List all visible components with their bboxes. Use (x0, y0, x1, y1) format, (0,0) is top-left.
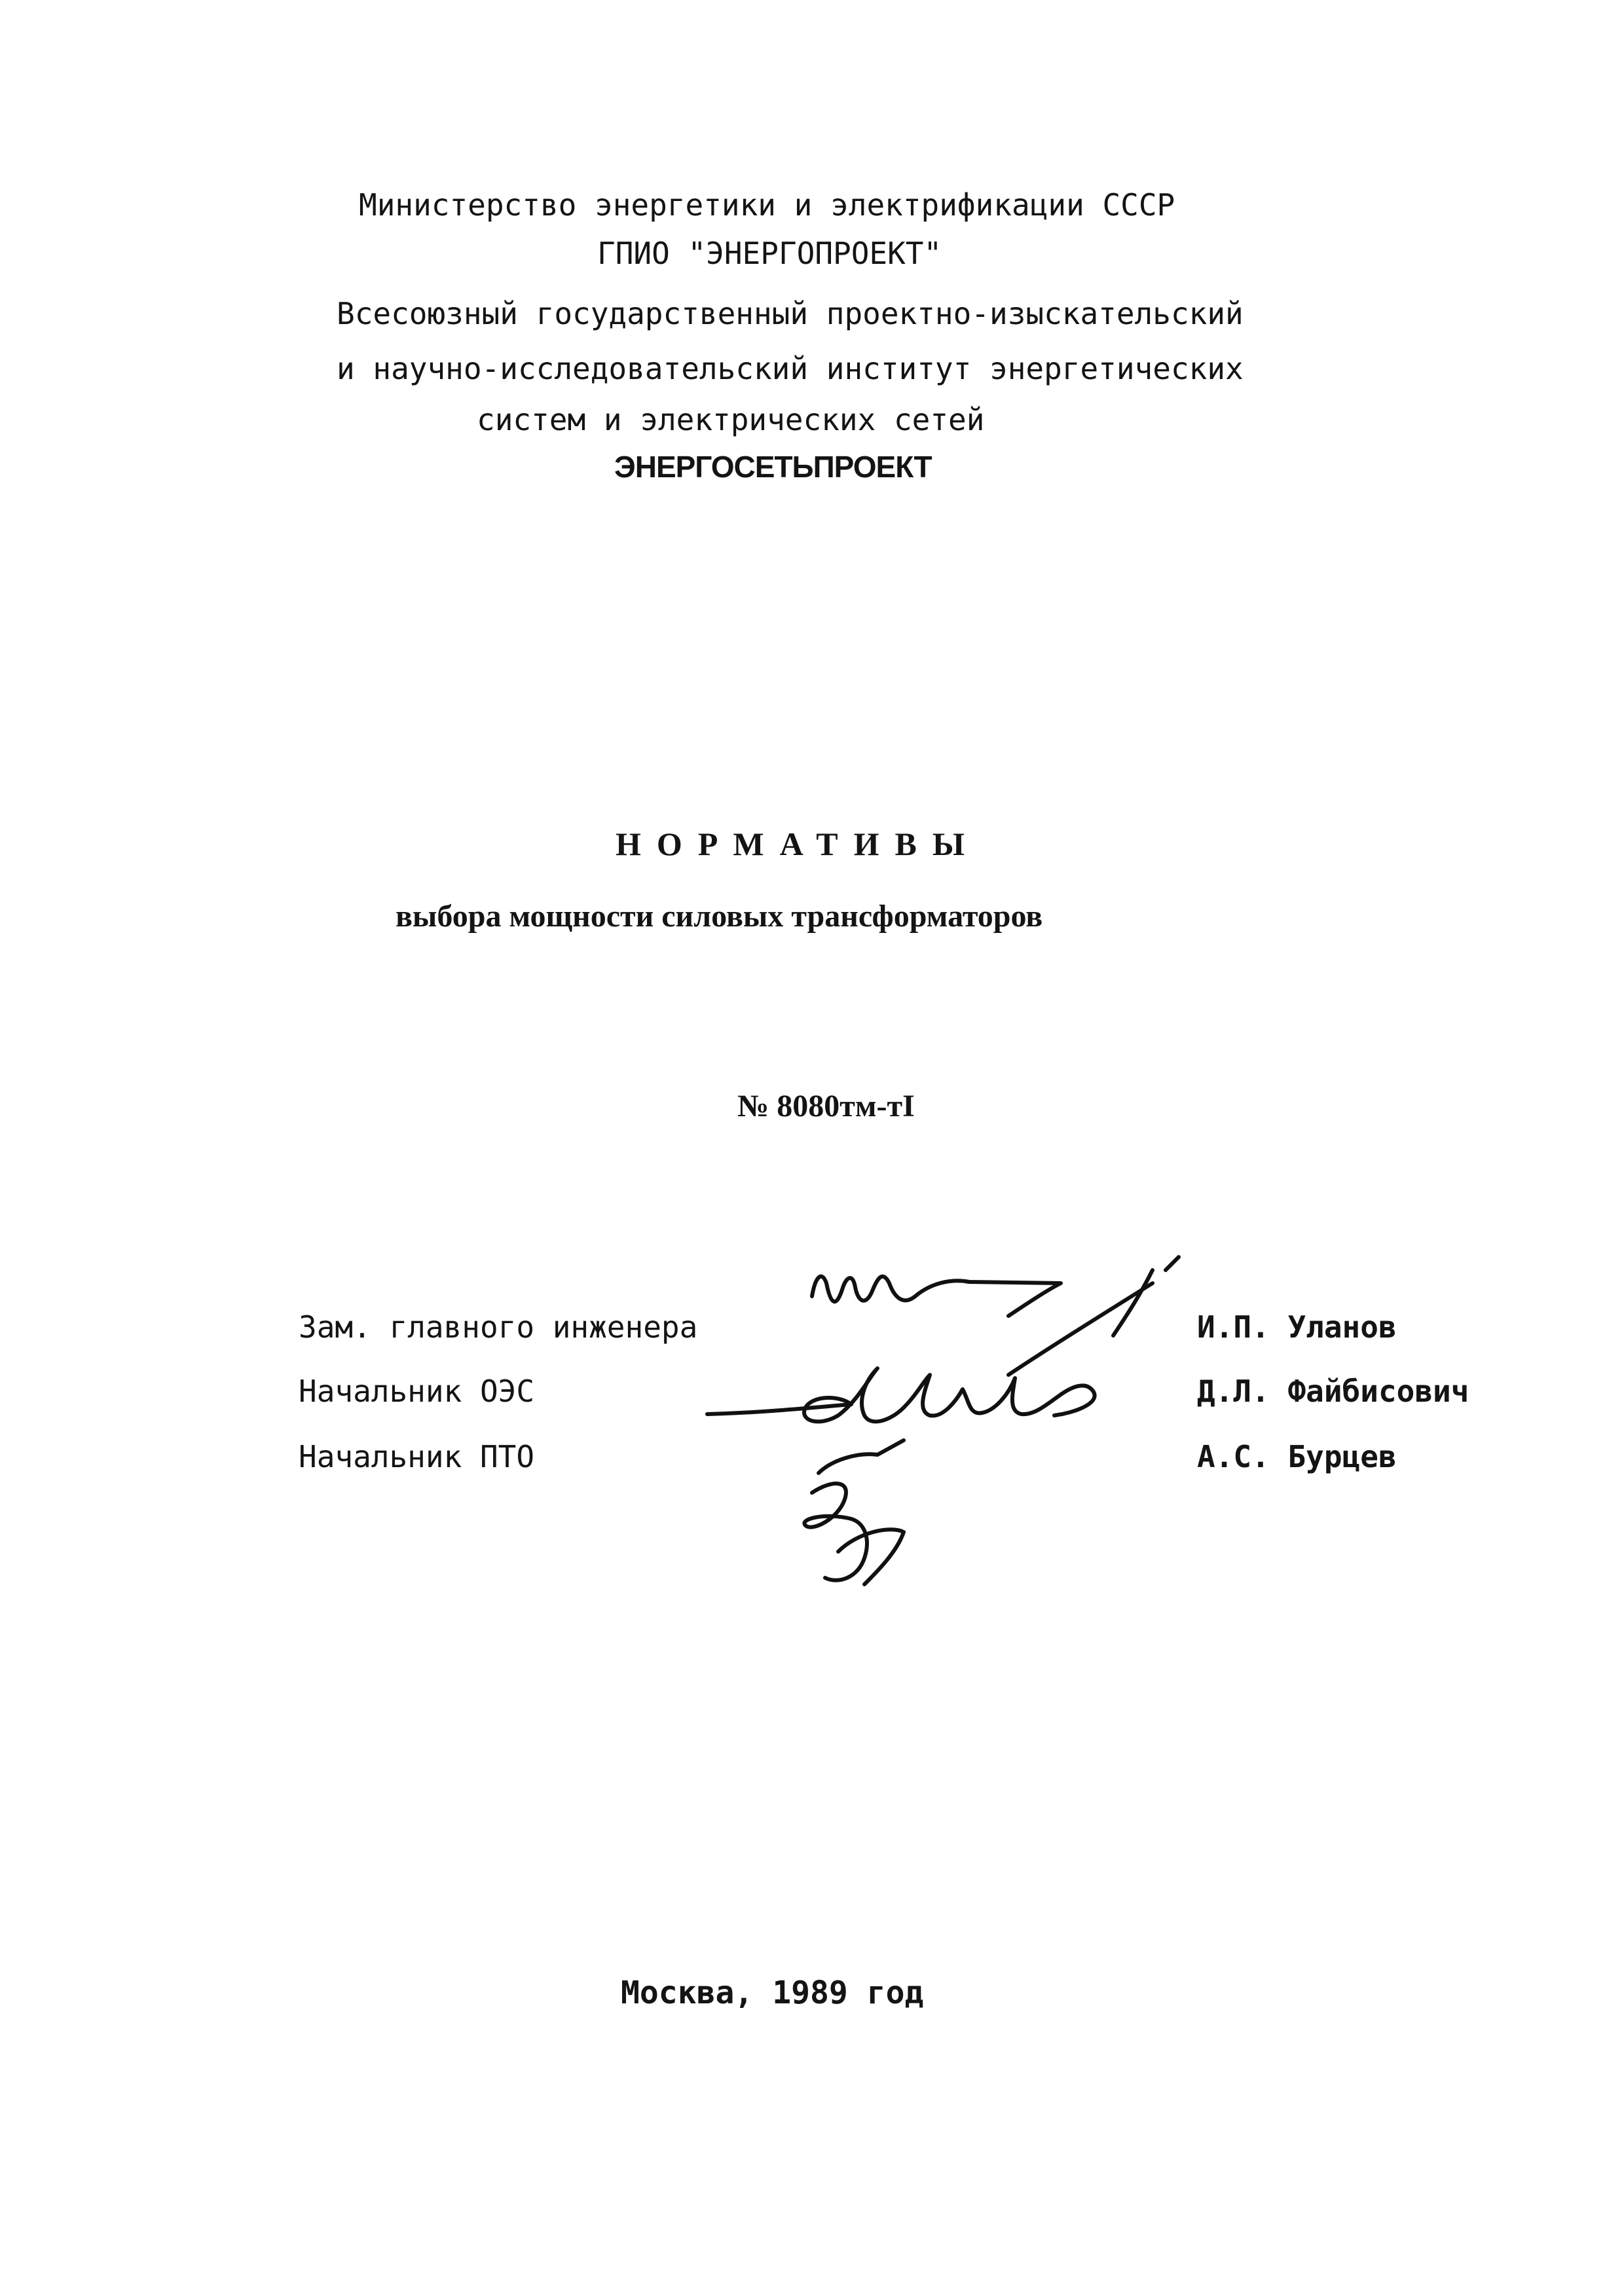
signature-2 (707, 1283, 1153, 1421)
ministry-line: Министерство энергетики и электрификации СССР (359, 187, 1175, 223)
document-subtitle: выбора мощности силовых трансформаторов (396, 899, 1043, 934)
approval-name-3: А.С. Бурцев (1197, 1439, 1397, 1474)
signature-3 (804, 1440, 904, 1584)
signature-1 (812, 1257, 1179, 1336)
place-and-year: Москва, 1989 год (621, 1975, 924, 2011)
institute-line-2: и научно-исследовательский институт энергетических (337, 351, 1244, 386)
document-number: № 8080тм-тI (737, 1089, 915, 1123)
institute-name: ЭНЕРГОСЕТЬПРОЕКТ (614, 450, 932, 484)
institute-line-1: Всесоюзный государственный проектно-изыскательский (337, 296, 1244, 331)
document-title: НОРМАТИВЫ (616, 826, 980, 862)
approval-name-1: И.П. Уланов (1197, 1309, 1397, 1345)
approval-role-3: Начальник ПТО (299, 1439, 535, 1474)
approval-name-2: Д.Л. Файбисович (1197, 1374, 1469, 1409)
approval-role-2: Начальник ОЭС (299, 1374, 535, 1409)
gpio-line: ГПИО "ЭНЕРГОПРОЕКТ" (597, 236, 942, 271)
institute-line-3: систем и электрических сетей (477, 402, 985, 437)
approval-role-1: Зам. главного инженера (299, 1309, 698, 1345)
handwritten-signatures (681, 1244, 1270, 1611)
